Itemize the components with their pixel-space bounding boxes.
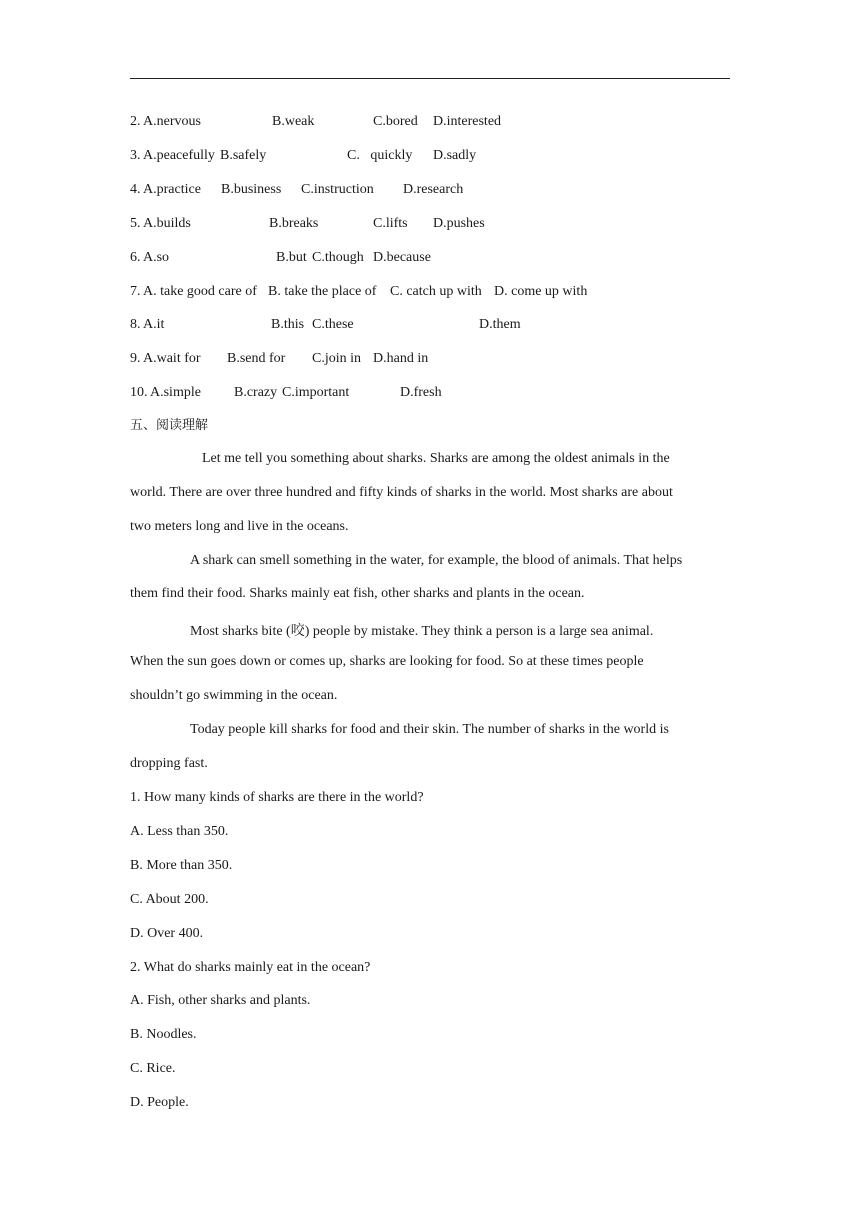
- answer-option: C. Rice.: [130, 1061, 176, 1076]
- passage-line: Most sharks bite (咬) people by mistake. They think a person is a large sea animal.: [190, 624, 654, 639]
- passage-line: A shark can smell something in the water, for example, the blood of animals. That helps: [190, 553, 683, 568]
- answer-option: C. About 200.: [130, 892, 209, 907]
- option-b: B.safely: [220, 148, 267, 163]
- option-b: B.crazy: [234, 385, 278, 400]
- question-stem: 2. What do sharks mainly eat in the ocean?: [130, 960, 371, 975]
- option-a: A.nervous: [143, 114, 201, 129]
- option-b: B.this: [271, 317, 305, 332]
- option-d: D.sadly: [433, 148, 477, 163]
- question-number: 4.: [130, 182, 141, 197]
- option-a: A. take good care of: [143, 284, 257, 299]
- passage-line: world. There are over three hundred and fifty kinds of sharks in the world. Most sharks are about: [130, 485, 673, 500]
- option-d: D.because: [373, 250, 431, 265]
- option-b: B. take the place of: [268, 284, 377, 299]
- question-number: 2.: [130, 114, 141, 129]
- question-number: 6.: [130, 250, 141, 265]
- answer-option: D. Over 400.: [130, 926, 204, 941]
- option-a: A.simple: [150, 385, 201, 400]
- answer-option: B. Noodles.: [130, 1027, 197, 1042]
- passage-line: two meters long and live in the oceans.: [130, 519, 349, 534]
- passage-line: Today people kill sharks for food and their skin. The number of sharks in the world is: [190, 722, 669, 737]
- answer-option: B. More than 350.: [130, 858, 233, 873]
- question-number: 9.: [130, 351, 141, 366]
- option-a: A.it: [143, 317, 165, 332]
- answer-option: A. Less than 350.: [130, 824, 229, 839]
- passage-line: When the sun goes down or comes up, sharks are looking for food. So at these times people: [130, 654, 644, 669]
- question-number: 10.: [130, 385, 148, 400]
- question-number: 5.: [130, 216, 141, 231]
- passage-line: dropping fast.: [130, 756, 208, 771]
- option-d: D. come up with: [494, 284, 588, 299]
- question-number: 8.: [130, 317, 141, 332]
- passage-line: shouldn’t go swimming in the ocean.: [130, 688, 338, 703]
- option-b: B.but: [276, 250, 307, 265]
- option-c: C. quickly: [347, 148, 413, 163]
- passage-line: them find their food. Sharks mainly eat fish, other sharks and plants in the ocean.: [130, 586, 585, 601]
- answer-option: D. People.: [130, 1095, 189, 1110]
- option-a: A.practice: [143, 182, 201, 197]
- option-d: D.interested: [433, 114, 502, 129]
- question-stem: 1. How many kinds of sharks are there in the world?: [130, 790, 424, 805]
- option-a: A.peacefully: [143, 148, 215, 163]
- option-b: B.weak: [272, 114, 315, 129]
- section-heading: 五、阅读理解: [130, 418, 209, 433]
- question-number: 3.: [130, 148, 141, 163]
- option-d: D.pushes: [433, 216, 485, 231]
- option-c: C.important: [282, 385, 350, 400]
- option-c: C.though: [312, 250, 364, 265]
- option-a: A.wait for: [143, 351, 201, 366]
- option-d: D.hand in: [373, 351, 429, 366]
- option-d: D.research: [403, 182, 464, 197]
- option-c: C.bored: [373, 114, 418, 129]
- option-b: B.business: [221, 182, 282, 197]
- option-c: C.lifts: [373, 216, 408, 231]
- option-b: B.send for: [227, 351, 286, 366]
- option-a: A.so: [143, 250, 170, 265]
- header-rule: [130, 78, 730, 79]
- passage-line: Let me tell you something about sharks. Sharks are among the oldest animals in the: [202, 451, 670, 466]
- option-c: C. catch up with: [390, 284, 482, 299]
- question-number: 7.: [130, 284, 141, 299]
- option-d: D.them: [479, 317, 521, 332]
- option-d: D.fresh: [400, 385, 442, 400]
- option-a: A.builds: [143, 216, 191, 231]
- option-b: B.breaks: [269, 216, 319, 231]
- answer-option: A. Fish, other sharks and plants.: [130, 993, 311, 1008]
- option-c: C.these: [312, 317, 354, 332]
- option-c: C.instruction: [301, 182, 374, 197]
- option-c: C.join in: [312, 351, 362, 366]
